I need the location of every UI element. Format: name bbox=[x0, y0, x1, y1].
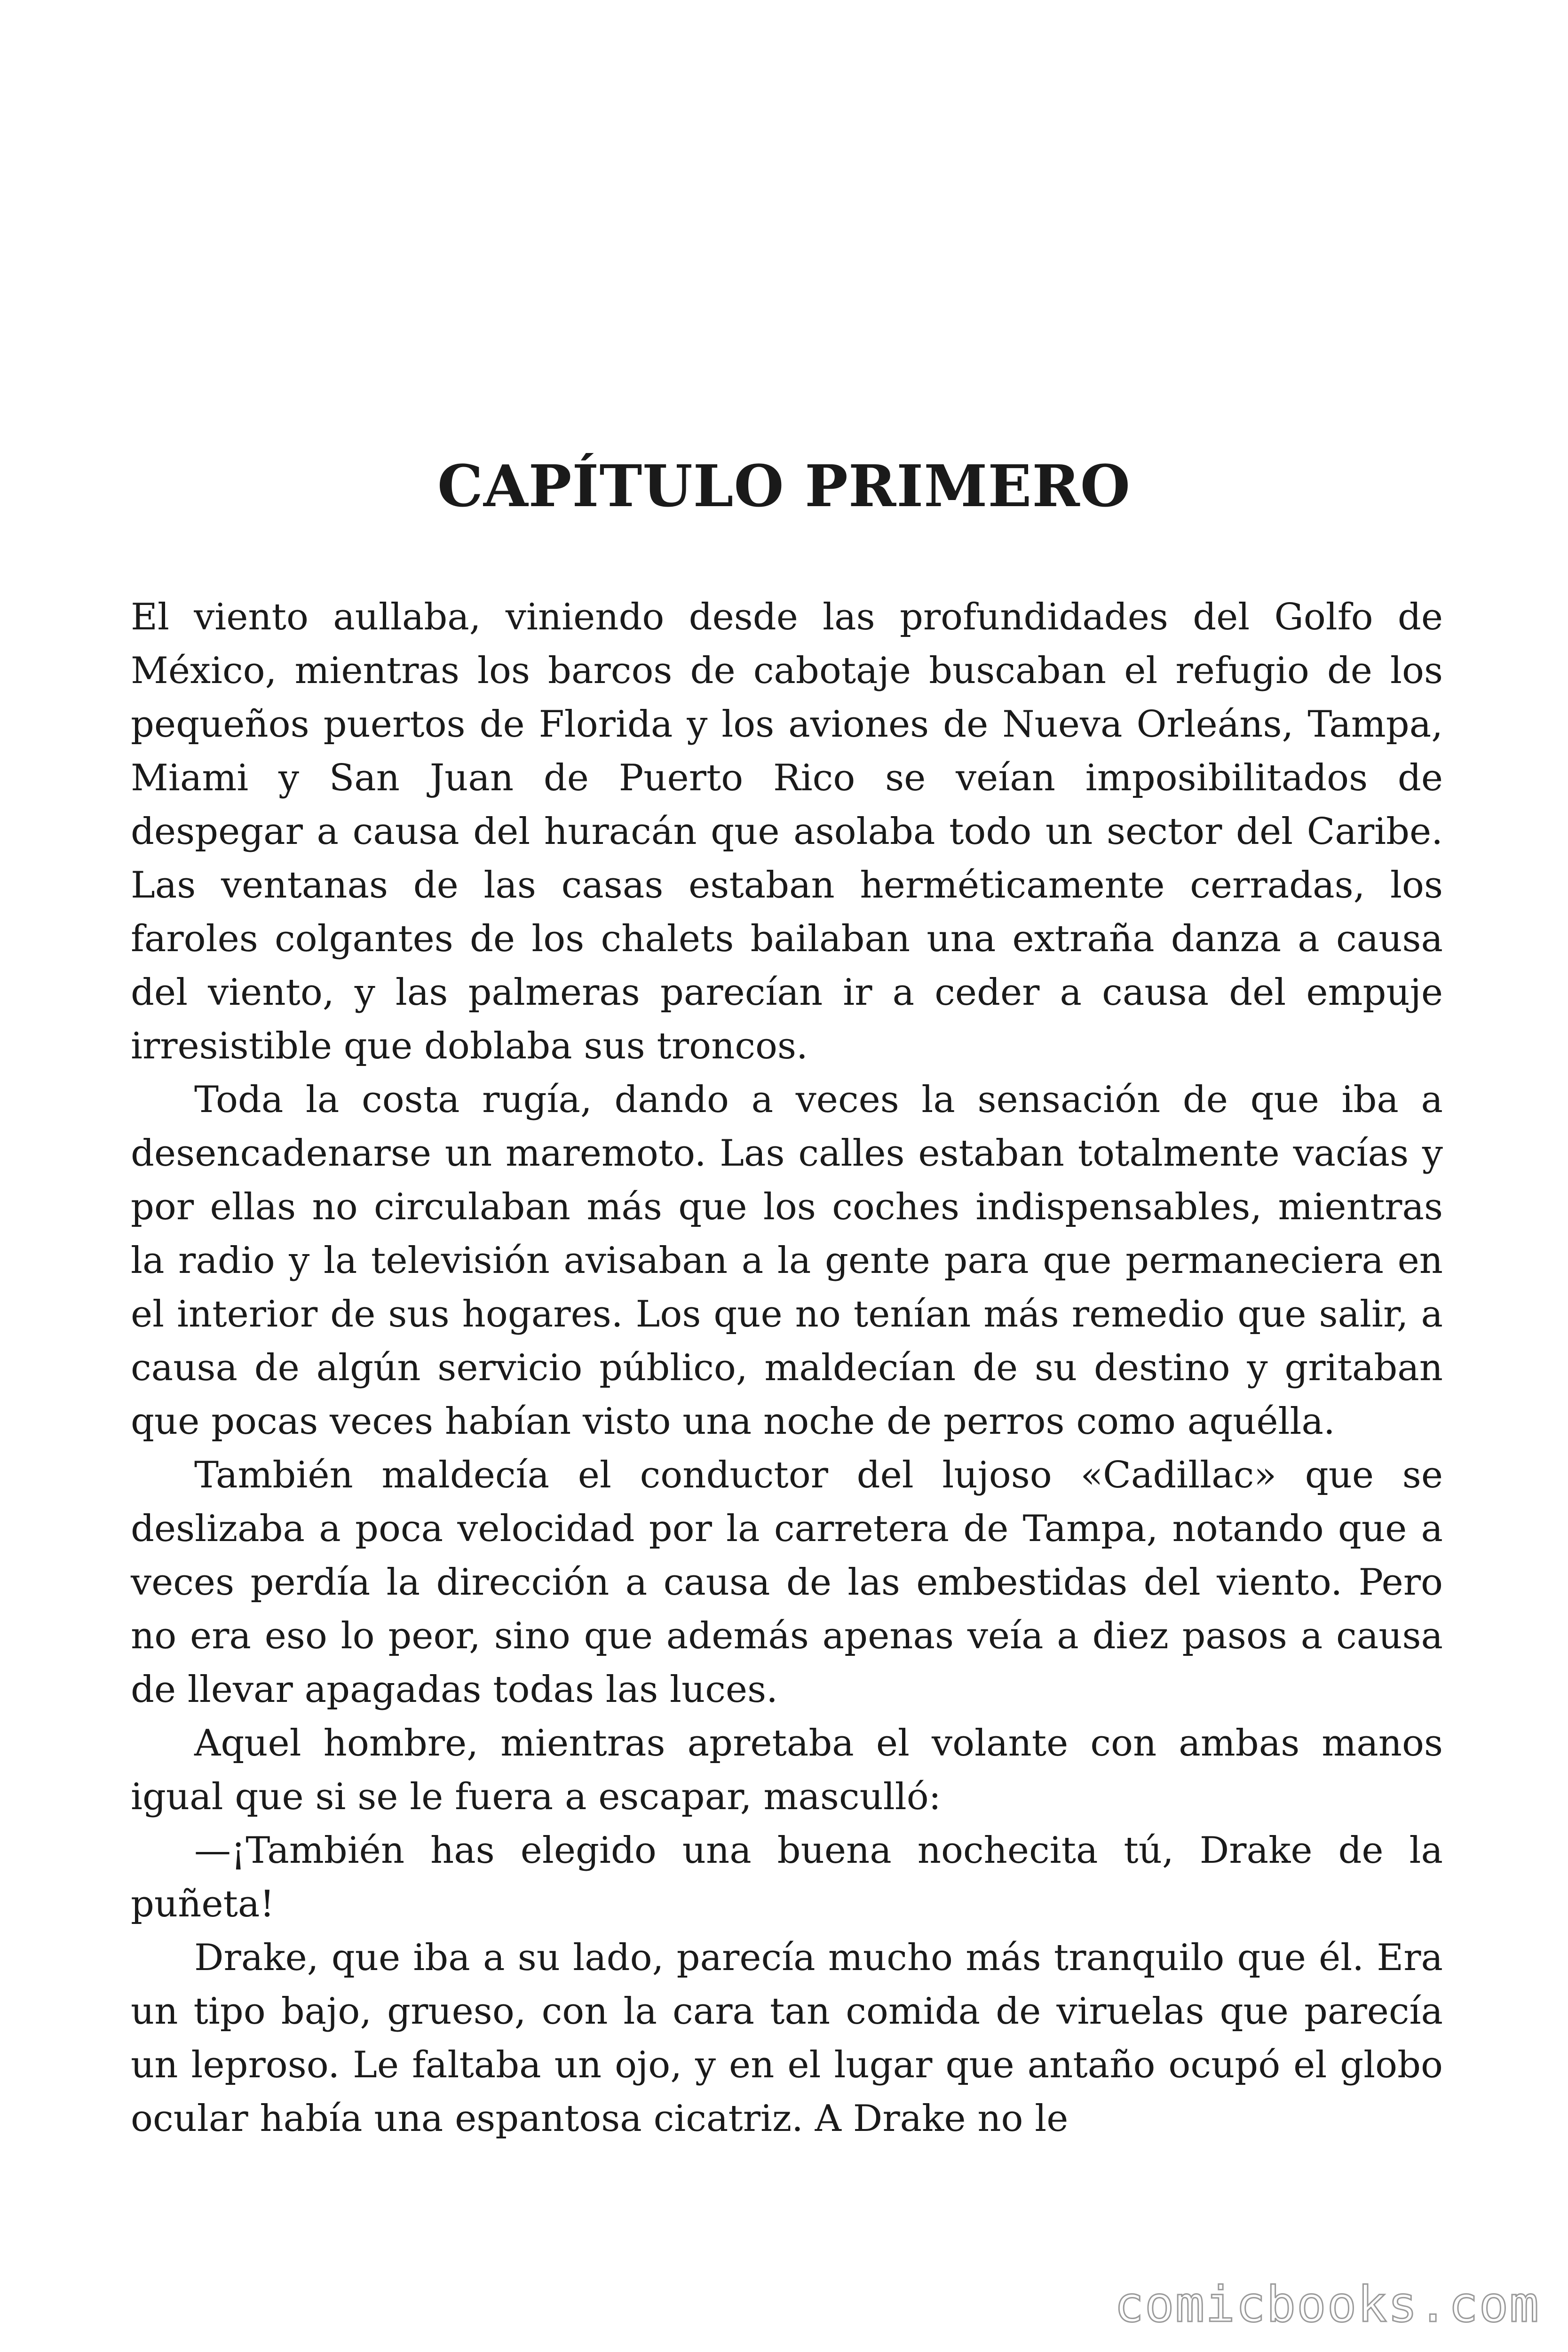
paragraph: También maldecía el conductor del lujoso «Cadillac» que se deslizaba a poca velocidad por la carretera de Tampa, notando que a veces perdía la dirección a causa de las embestidas del viento. Pero no era eso lo peor, sino que además apenas veía a diez pasos a causa de llevar apagadas todas las luces. bbox=[131, 1454, 1443, 1711]
watermark-logo: comicbooks.com bbox=[1114, 2276, 1540, 2333]
paragraph: Toda la costa rugía, dando a veces la sensación de que iba a desencadenarse un maremoto. Las calles estaban totalmente vacías y por ellas no circulaban más que los coches indispensables, mientras la radio y la televisión avisaban a la gente para que permaneciera en el interior de sus hogares. Los que no tenían más remedio que salir, a causa de algún servicio público, maldecían de su destino y gritaban que pocas veces habían visto una noche de perros como aquélla. bbox=[131, 1079, 1443, 1443]
paragraph: —¡También has elegido una buena nochecita tú, Drake de la puñeta! bbox=[131, 1829, 1443, 1925]
chapter-title: CAPÍTULO PRIMERO bbox=[437, 452, 1131, 520]
body-text bbox=[131, 590, 1443, 2145]
paragraph: Drake, que iba a su lado, parecía mucho más tranquilo que él. Era un tipo bajo, grueso, con la cara tan comida de viruelas que parecía un leproso. Le faltaba un ojo, y en el lugar que antaño ocupó el globo ocular había una espantosa cicatriz. A Drake no le bbox=[131, 1937, 1443, 2140]
paragraph: Aquel hombre, mientras apretaba el volante con ambas manos igual que si se le fuera a escapar, masculló: bbox=[131, 1722, 1443, 1818]
paragraph: El viento aullaba, viniendo desde las profundidades del Golfo de México, mientras los barcos de cabotaje buscaban el refugio de los pequeños puertos de Florida y los aviones de Nueva Orleáns, Tampa, Miami y San Juan de Puerto Rico se veían imposibilitados de despegar a causa del huracán que asolaba todo un sector del Caribe. Las ventanas de las casas estaban herméticamente cerradas, los faroles colgantes de los chalets bailaban una extraña danza a causa del viento, y las palmeras parecían ir a ceder a causa del empuje irresistible que doblaba sus troncos. bbox=[131, 596, 1443, 1067]
